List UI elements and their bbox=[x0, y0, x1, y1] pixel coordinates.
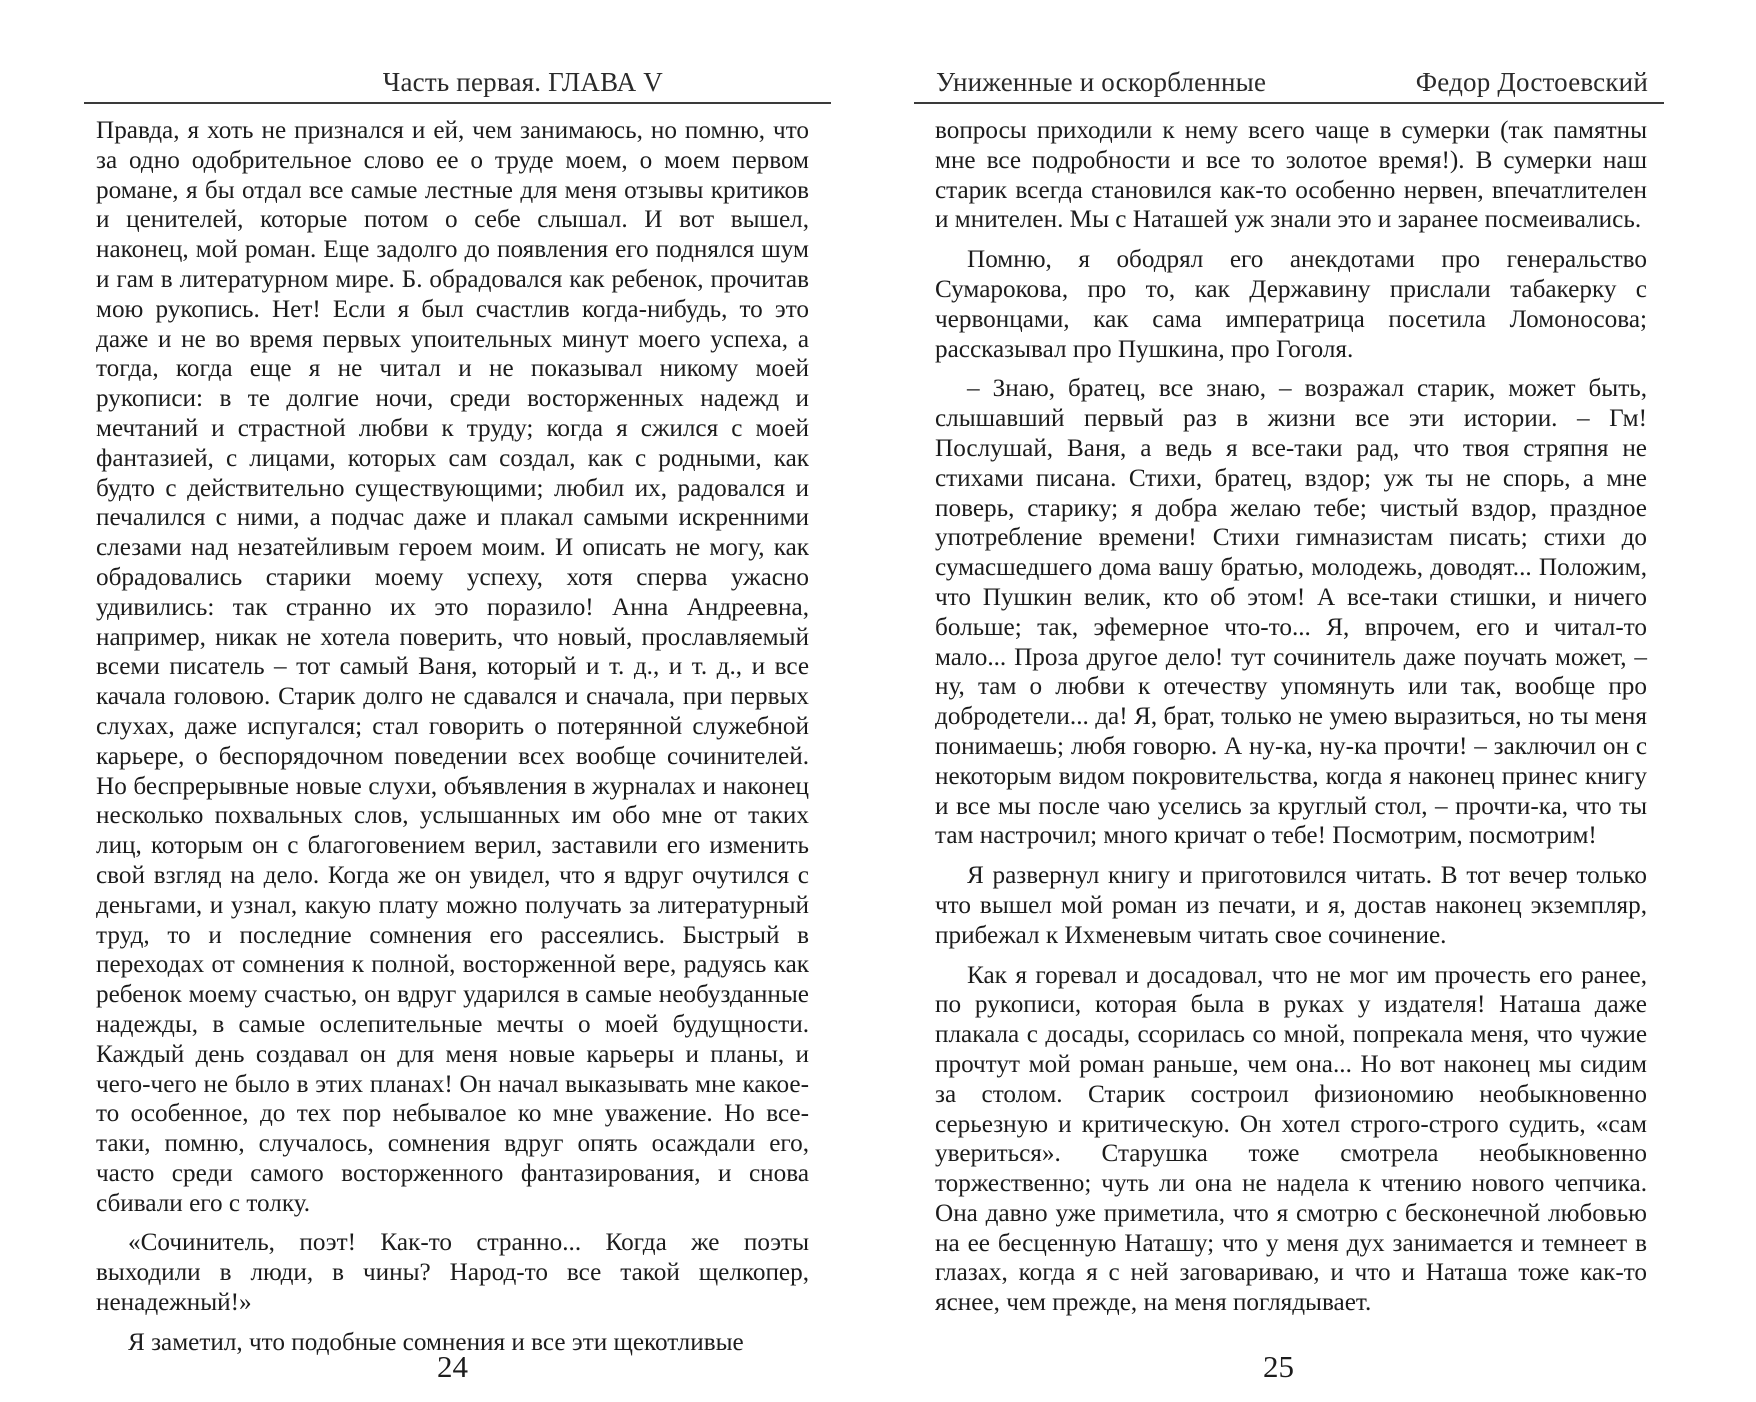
right-page bbox=[878, 0, 1756, 1402]
paragraph: Я заметил, что подобные сомнения и все эти щекотливые bbox=[128, 1328, 744, 1356]
paragraph: Я развернул книгу и приготовился читать. В тот вечер только что вышел мой роман из печати, и я, достав наконец экземпляр, прибежал к Ихменевым читать свое сочинение. bbox=[935, 862, 1647, 949]
paragraph: Помню, я ободрял его анекдотами про генеральство Сумарокова, про то, как Державину прислали табакерку с червонцами, как сама императрица посетила Ломоносова; рассказывал про Пушкина, про Гоголя. bbox=[935, 246, 1647, 363]
right-page-text bbox=[935, 116, 1647, 1318]
paragraph: «Сочинитель, поэт! Как-то странно... Когда же поэты выходили в люди, в чины? Народ-то все такой щелкопер, ненадежный!» bbox=[96, 1229, 809, 1317]
page-number-right: 25 bbox=[1263, 1349, 1294, 1384]
paragraph: – Знаю, братец, все знаю, – возражал старик, может быть, слышавший первый раз в жизни все эти истории. – Гм! Послушай, Ваня, а ведь я все-таки рад, что твоя стряпня не стихами писана. Стихи, братец, вздор; уж ты не спорь, а мне поверь, старику; я добра желаю тебе; чистый вздор, праздное употребление времени! Стихи гимназистам писать; стихи до сумасшедшего дома вашу братью, молодежь, доводят... Положим, что Пушкин велик, кто об этом! А все-таки стишки, и ничего больше; так, эфемерное что-то... Я, впрочем, его и читал-то мало... Проза другое дело! тут сочинитель даже поучать может, – ну, там о любви к отечеству упомянуть или так, вообще про добродетели... да! Я, брат, только не умею выразиться, но ты меня понимаешь; любя говорю. А ну-ка, ну-ка прочти! – заключил он с некоторым видом покровительства, когда я наконец принес книгу и все мы после чаю уселись за круглый стол, – прочти-ка, что ты там настрочил; много кричат о тебе! Посмотрим, посмотрим! bbox=[935, 375, 1647, 850]
left-page-text bbox=[96, 116, 809, 1358]
running-head-title: Униженные и оскорбленные bbox=[936, 67, 1267, 97]
running-head-right bbox=[914, 62, 1664, 104]
page-number-left: 24 bbox=[437, 1349, 468, 1384]
running-head-chapter: Часть первая. ГЛАВА V bbox=[382, 67, 663, 97]
paragraph: Как я горевал и досадовал, что не мог им прочесть его ранее, по рукописи, которая была в руках у издателя! Наташа даже плакала с досады, ссорилась со мной, попрекала меня, что чужие прочтут мой роман раньше, чем она... Но вот наконец мы сидим за столом. Старик состроил физиономию необыкновенно серьезную и критическую. Он хотел строго-строго судить, «сам увериться». Старушка тоже смотрела необыкновенно торжественно; чуть ли она не надела к чтению нового чепчика. Она давно уже приметила, что я смотрю с бесконечной любовью на ее бесценную Наташу; что у меня дух занимается и темнеет в глазах, когда я с ней заговариваю, и что и Наташа тоже как-то яснее, чем прежде, на меня поглядывает. bbox=[935, 961, 1647, 1317]
paragraph: Правда, я хоть не признался и ей, чем занимаюсь, но помню, что за одно одобрительное слово ее о труде моем, о моем первом романе, я бы отдал все самые лестные для меня отзывы критиков и ценителей, которые потом о себе слышал. И вот вышел, наконец, мой роман. Еще задолго до появления его поднялся шум и гам в литературном мире. Б. обрадовался как ребенок, прочитав мою рукопись. Нет! Если я был счастлив когда-нибудь, то это даже и не во время первых упоительных минут моего успеха, а тогда, когда еще я не читал и не показывал никому моей рукописи: в те долгие ночи, среди восторженных надежд и мечтаний и страстной любви к труду; когда я сжился с моей фантазией, с лицами, которых сам создал, как с родными, как будто с действительно существующими; любил их, радовался и печалился с ними, а подчас даже и плакал самыми искренними слезами над незатейливым героем моим. И описать не могу, как обрадовались старики моему успеху, хотя сперва ужасно удивились: так странно их это поразило! Анна Андреевна, например, никак не хотела поверить, что новый, прославляемый всеми писатель – тот самый Ваня, который и т. д., и т. д., и все качала головою. Старик долго не сдавался и сначала, при первых слухах, даже испугался; стал говорить о потерянной служебной карьере, о беспорядочном поведении всех вообще сочинителей. Но беспрерывные новые слухи, объявления в журналах и наконец несколько похвальных слов, услышанных им обо мне от таких лиц, которым он с благоговением верил, заставили его изменить свой взгляд на дело. Когда же он увидел, что я вдруг очутился с деньгами, и узнал, какую плату можно получать за литературный труд, то и последние сомнения его рассеялись. Быстрый в переходах от сомнения к полной, восторженной вере, радуясь как ребенок моему счастью, он вдруг ударился в самые необузданные надежды, в самые ослепительные мечты о моей будущности. Каждый день создавал он для меня новые карьеры и планы, и чего-чего не было в этих планах! Он начал выказывать мне какое-то особенное, до тех пор небывалое ко мне уважение. Но все-таки, помню, случалось, сомнения вдруг опять осаждали его, часто среди самого восторженного фантазирования, и снова сбивали его с толку. bbox=[96, 117, 809, 1217]
running-head-left bbox=[84, 62, 831, 104]
paragraph: вопросы приходили к нему всего чаще в сумерки (так памятны мне все подробности и все то золотое время!). В сумерки наш старик всегда становился как-то особенно нервен, впечатлителен и мнителен. Мы с Наташей уж знали это и заранее посмеивались. bbox=[935, 117, 1647, 234]
running-head-author: Федор Достоевский bbox=[1415, 67, 1648, 97]
